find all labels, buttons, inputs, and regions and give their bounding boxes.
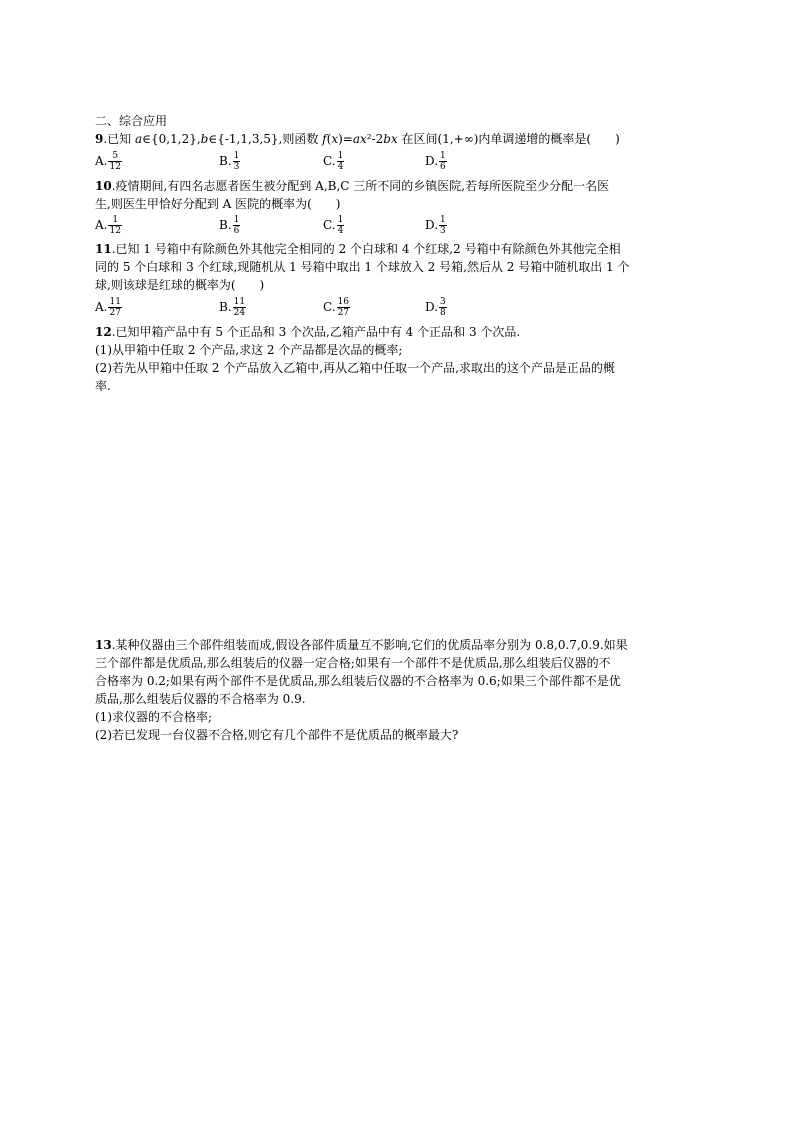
option-letter: C.	[323, 300, 336, 314]
q11-option-b	[219, 296, 246, 318]
option-letter: B.	[219, 300, 232, 314]
denominator: 27	[109, 307, 121, 318]
numerator: 3	[440, 296, 446, 307]
q9-var-f: f	[322, 132, 327, 146]
q11-option-a	[95, 296, 122, 318]
fraction	[233, 297, 246, 318]
q9-text: .已知	[103, 132, 135, 146]
q12-line-3: (2)若先从甲箱中任取 2 个产品放入乙箱中,再从乙箱中任取一个产品,求取出的这个产品是正品的概	[95, 361, 615, 375]
q13-line-4: 质品,那么组装后仪器的不合格率为 0.9.	[95, 692, 306, 706]
question-number: 11	[95, 242, 112, 256]
q12-line-4: 率.	[95, 379, 111, 393]
question-11	[95, 241, 705, 257]
numerator: 1	[337, 150, 344, 161]
denominator: 8	[440, 307, 446, 318]
q10-option-a	[95, 214, 122, 236]
option-letter: C.	[323, 218, 336, 232]
fraction	[439, 297, 447, 318]
question-9	[95, 131, 705, 147]
numerator: 11	[109, 296, 121, 307]
question-number: 9	[95, 132, 104, 146]
q11-line-3: 球,则该球是红球的概率为( )	[95, 278, 265, 292]
q9-options	[95, 150, 705, 172]
question-10	[95, 178, 705, 194]
denominator: 4	[337, 161, 344, 172]
option-letter: D.	[425, 218, 439, 232]
q9-option-d	[425, 150, 447, 172]
q10-options	[95, 214, 705, 236]
denominator: 3	[440, 225, 446, 236]
q9-var-a: a	[135, 132, 143, 146]
denominator: 6	[440, 161, 446, 172]
option-letter: A.	[95, 154, 108, 168]
q12-line: .已知甲箱产品中有 5 个正品和 3 个次品,乙箱产品中有 4 个正品和 3 个次品.	[111, 325, 521, 339]
q9-var-ax: ax	[352, 132, 367, 146]
q10-option-c	[323, 214, 344, 236]
q11-line-2: 同的 5 个白球和 3 个红球,现随机从 1 号箱中取出 1 个球放入 2 号箱,然后从 2 号箱中随机取出 1 个	[95, 260, 630, 274]
numerator: 11	[233, 296, 246, 307]
option-letter: D.	[425, 154, 439, 168]
q9-option-a	[95, 150, 122, 172]
q9-var-bx: bx	[383, 132, 398, 146]
fraction	[108, 151, 121, 172]
q9-text: 在区间(1,+∞)内单调递增的概率是( )	[397, 132, 620, 146]
q10-line: .疫情期间,有四名志愿者医生被分配到 A,B,C 三所不同的乡镇医院,若每所医院至少分配一名医	[111, 179, 610, 193]
q9-var-b: b	[200, 132, 209, 146]
numerator: 1	[233, 150, 240, 161]
denominator: 4	[337, 225, 344, 236]
denominator: 3	[233, 161, 240, 172]
q13-line-6: (2)若已发现一台仪器不合格,则它有几个部件不是优质品的概率最大?	[95, 728, 459, 742]
q13-line-3: 合格率为 0.2;如果有两个部件不是优质品,那么组装后仪器的不合格率为 0.6;如果三个部件都不是优	[95, 674, 621, 688]
question-number: 12	[95, 325, 112, 339]
fraction	[337, 151, 345, 172]
fraction	[233, 151, 241, 172]
q12-line-2: (1)从甲箱中任取 2 个产品,求这 2 个产品都是次品的概率;	[95, 343, 403, 357]
section-title: 二、综合应用	[95, 114, 168, 128]
question-number: 13	[95, 638, 112, 652]
numerator: 1	[233, 214, 240, 225]
option-letter: B.	[219, 218, 232, 232]
denominator: 27	[337, 307, 350, 318]
fraction	[108, 297, 121, 318]
q9-text: (	[326, 132, 332, 146]
fraction	[337, 215, 345, 236]
numerator: 1	[440, 150, 446, 161]
numerator: 5	[112, 150, 119, 161]
denominator: 24	[233, 307, 246, 318]
q13-line: .某种仪器由三个部件组装而成,假设各部件质量互不影响,它们的优质品率分别为 0.8,0.7,0.9.如果	[111, 638, 628, 652]
q9-var-x: x	[331, 132, 339, 146]
fraction	[439, 215, 447, 236]
option-letter: D.	[425, 300, 439, 314]
denominator: 6	[233, 225, 240, 236]
q11-options	[95, 296, 705, 318]
option-letter: C.	[323, 154, 336, 168]
numerator: 1	[337, 214, 344, 225]
option-letter: A.	[95, 218, 108, 232]
question-number: 10	[95, 179, 112, 193]
fraction	[337, 297, 350, 318]
q9-option-c	[323, 150, 344, 172]
q9-option-b	[219, 150, 240, 172]
numerator: 1	[112, 214, 119, 225]
numerator: 16	[337, 296, 350, 307]
fraction	[233, 215, 241, 236]
numerator: 1	[440, 214, 446, 225]
q9-text: )=	[338, 132, 353, 146]
q10-option-d	[425, 214, 447, 236]
q9-text: ²-2	[366, 132, 384, 146]
q10-option-b	[219, 214, 240, 236]
question-12	[95, 324, 705, 340]
q9-text: ∈{-1,1,3,5},则函数	[208, 132, 323, 146]
option-letter: A.	[95, 300, 108, 314]
q11-option-d	[425, 296, 447, 318]
option-letter: B.	[219, 154, 232, 168]
q13-line-5: (1)求仪器的不合格率;	[95, 710, 213, 724]
q11-option-c	[323, 296, 350, 318]
fraction	[439, 151, 447, 172]
fraction	[108, 215, 121, 236]
denominator: 12	[109, 161, 121, 172]
q9-text: ∈{0,1,2},	[142, 132, 201, 146]
q11-line: .已知 1 号箱中有除颜色外其他完全相同的 2 个白球和 4 个红球,2 号箱中有除颜色外其他完全相	[111, 242, 621, 256]
q10-line-2: 生,则医生甲恰好分配到 A 医院的概率为( )	[95, 197, 341, 211]
denominator: 12	[109, 225, 121, 236]
question-13	[95, 637, 705, 653]
q13-line-2: 三个部件都是优质品,那么组装后的仪器一定合格;如果有一个部件不是优质品,那么组装后仪器的不	[95, 656, 611, 670]
